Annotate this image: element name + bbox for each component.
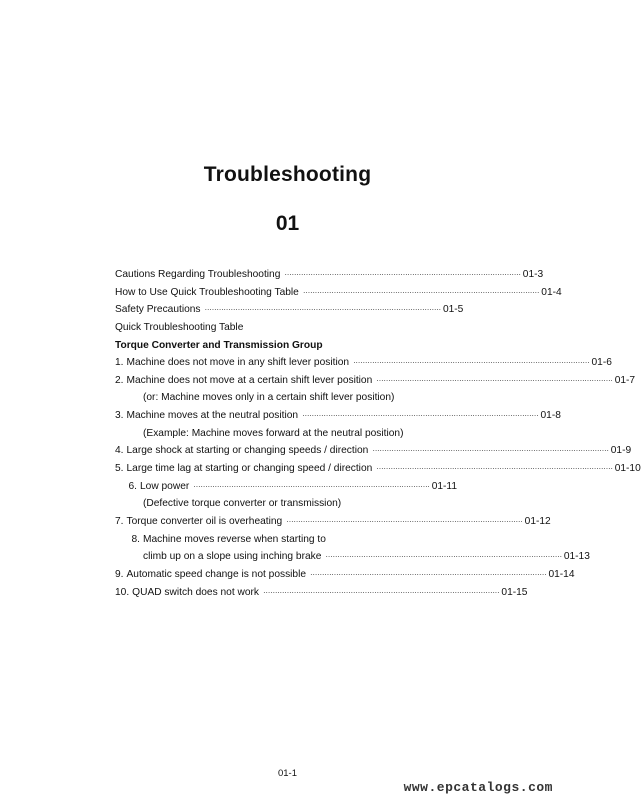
toc-item[interactable]: [115, 478, 457, 496]
toc-entry[interactable]: [115, 319, 457, 337]
toc-item[interactable]: [115, 531, 457, 549]
toc-item-title: Automatic speed change is not possible: [126, 568, 307, 580]
toc-item-page: 01-13: [563, 551, 590, 563]
toc-item[interactable]: [115, 354, 612, 372]
toc-item-subtitle: (Example: Machine moves forward at the neutral position): [143, 427, 404, 439]
leader-dots: ····································································································: [263, 587, 500, 597]
toc-item[interactable]: [115, 407, 561, 425]
toc-item-subtitle: (Defective torque converter or transmission): [143, 498, 342, 510]
page-title: Troubleshooting: [203, 163, 372, 186]
toc-item-title: Machine does not move in any shift lever position: [126, 357, 350, 369]
toc-item-title: Torque converter oil is overheating: [126, 515, 283, 527]
toc-item-number: 9.: [115, 568, 124, 580]
toc-item-title: Large time lag at starting or changing speed / direction: [126, 463, 373, 475]
toc-item-page: 01-15: [501, 586, 528, 598]
toc-item-number: 6.: [128, 480, 137, 492]
toc-item-page: 01-7: [614, 374, 636, 386]
toc-item[interactable]: [115, 513, 551, 531]
leader-dots: ····································································································: [284, 270, 521, 279]
toc-item-page: 01-9: [610, 445, 632, 457]
toc-item-continuation: [115, 425, 457, 443]
leader-dots: ····································································································: [302, 411, 539, 421]
toc-item[interactable]: [115, 566, 575, 584]
toc-entry-title: Safety Precautions: [115, 304, 201, 316]
toc-item-title: Machine does not move at a certain shift lever position: [126, 374, 373, 386]
leader-dots: ····································································································: [376, 464, 613, 474]
toc-item[interactable]: [115, 442, 632, 460]
leader-dots: ····································································································: [286, 516, 523, 526]
toc-item-number: 3.: [115, 410, 124, 422]
toc-entry-title: Cautions Regarding Troubleshooting: [115, 269, 281, 280]
toc-entry-page: 01-5: [442, 304, 464, 316]
toc-item-continuation: [115, 495, 457, 513]
toc-item-number: 2.: [115, 374, 124, 386]
toc-item-title: Machine moves reverse when starting to: [143, 533, 326, 545]
toc-item-title: climb up on a slope using inching brake: [143, 551, 322, 563]
toc-entry[interactable]: [115, 284, 562, 302]
toc-item-page: 01-14: [548, 568, 575, 580]
toc-section-heading: Torque Converter and Transmission Group: [115, 339, 323, 351]
toc-item-number: 1.: [115, 357, 124, 369]
toc-item-title: Machine moves at the neutral position: [126, 410, 299, 422]
toc-item-continuation[interactable]: [115, 548, 590, 566]
page-number: 01-1: [277, 768, 297, 779]
toc-item-subtitle: (or: Machine moves only in a certain shift lever position): [143, 392, 395, 404]
toc-entry[interactable]: [115, 266, 544, 284]
toc-item-page: 01-8: [540, 410, 561, 422]
toc-item-page: 01-12: [524, 515, 551, 527]
toc-item-page: 01-11: [431, 480, 457, 492]
toc-item[interactable]: [115, 460, 641, 478]
toc-entry[interactable]: [115, 301, 464, 319]
toc-item-number: 8.: [131, 533, 140, 545]
toc-item-number: 7.: [115, 515, 124, 527]
toc-item-number: 5.: [115, 463, 124, 475]
leader-dots: ····································································································: [310, 569, 547, 579]
toc-item-title: QUAD switch does not work: [132, 586, 259, 598]
toc-item-number: 4.: [115, 445, 124, 457]
toc-entry-page: 01-3: [522, 269, 544, 280]
toc-entry-title: Quick Troubleshooting Table: [115, 321, 244, 333]
toc-item-number: 10.: [115, 586, 130, 598]
toc-entry-page: 01-4: [541, 286, 562, 298]
toc-item-continuation: [115, 389, 457, 407]
leader-dots: ····································································································: [376, 375, 613, 385]
toc-item[interactable]: [115, 584, 528, 602]
toc-item-page: 01-10: [614, 463, 641, 475]
leader-dots: ····································································································: [193, 481, 430, 491]
leader-dots: ····································································································: [325, 552, 562, 562]
leader-dots: ····································································································: [204, 305, 441, 315]
leader-dots: ····································································································: [353, 358, 590, 368]
watermark: www.epcatalogs.com: [403, 780, 553, 795]
toc-item-title: Low power: [139, 480, 190, 492]
table-of-contents: [115, 266, 641, 601]
leader-dots: ····································································································: [302, 287, 540, 297]
toc-item-page: 01-6: [591, 357, 612, 369]
toc-entry-title: How to Use Quick Troubleshooting Table: [115, 286, 299, 298]
leader-dots: ····································································································: [372, 446, 609, 456]
chapter-number: 01: [275, 212, 300, 235]
toc-item[interactable]: [115, 372, 636, 390]
toc-item-title: Large shock at starting or changing speeds / direction: [126, 445, 369, 457]
